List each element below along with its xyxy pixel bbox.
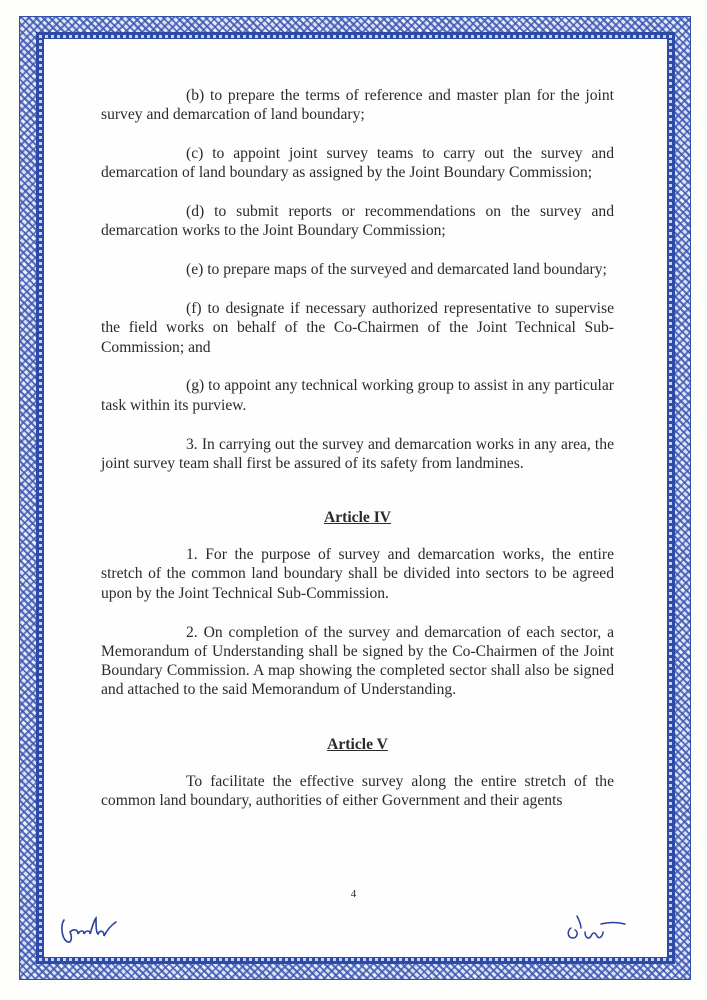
clause-c: (c) to appoint joint survey teams to carry out the survey and demarcation of land boundary as assigned by the Joint Boundary Commission;: [101, 145, 614, 182]
signature-left-icon: [58, 912, 128, 948]
article-iv-clause-1: 1. For the purpose of survey and demarcation works, the entire stretch of the common land boundary shall be divided into sectors to be agreed upon by the Joint Technical Sub-Commission.: [101, 546, 614, 602]
signature-right-icon: [563, 910, 633, 946]
clause-f: (f) to designate if necessary authorized representative to supervise the field works on behalf of the Co-Chairmen of the Joint Technical Sub-Commission; and: [101, 300, 614, 356]
clause-b: (b) to prepare the terms of reference and master plan for the joint survey and demarcation of land boundary;: [101, 87, 614, 124]
article-iv-heading: Article IV: [323, 509, 392, 527]
article-v-paragraph: To facilitate the effective survey along the entire stretch of the common land boundary, authorities of either Government and their agents: [101, 772, 614, 810]
clause-g: (g) to appoint any technical working group to assist in any particular task within its purview.: [101, 377, 614, 414]
page-number: 4: [350, 888, 357, 900]
clause-e: (e) to prepare maps of the surveyed and demarcated land boundary;: [186, 261, 607, 279]
clause-3: 3. In carrying out the survey and demarcation works in any area, the joint survey team shall first be assured of its safety from landmines.: [101, 435, 614, 472]
article-iv-clause-2: 2. On completion of the survey and demarcation of each sector, a Memorandum of Understanding shall be signed by the Co-Chairmen of the Joint Boundary Commission. A map showing the completed sector shall also be signed and attached to the said Memorandum of Understanding.: [101, 623, 614, 699]
article-v-heading: Article V: [327, 735, 388, 753]
document-body: [101, 86, 614, 830]
clause-d: (d) to submit reports or recommendations on the survey and demarcation works to the Joint Boundary Commission;: [101, 203, 614, 240]
